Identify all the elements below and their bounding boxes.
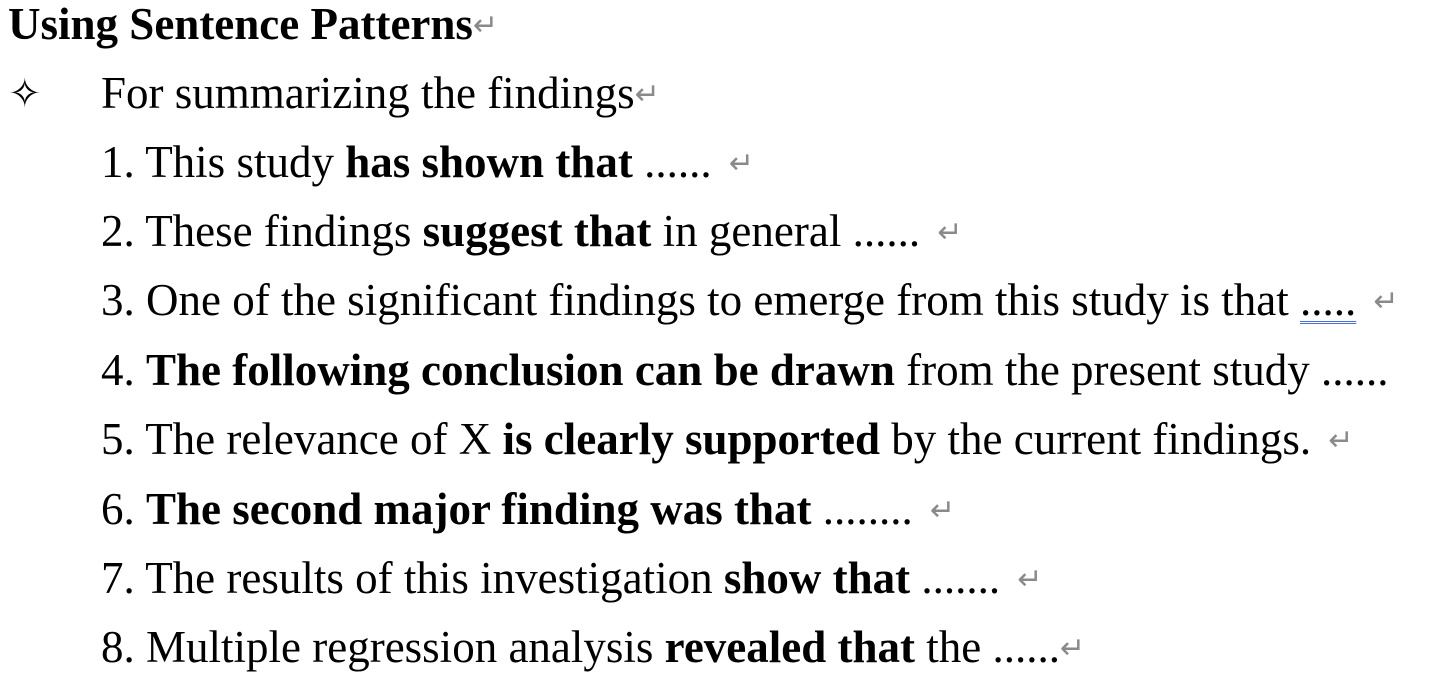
item-text-end: by the current findings. <box>880 414 1312 464</box>
paragraph-mark-icon: ↵ <box>472 8 499 43</box>
item-bold-phrase: show that <box>723 553 911 603</box>
item-number: 6. <box>101 484 135 534</box>
list-item <box>101 621 1085 679</box>
heading-text: Using Sentence Patterns <box>8 0 473 49</box>
item-text-end: in general ...... <box>651 206 921 256</box>
grammar-flagged-text: ..... <box>1299 275 1357 325</box>
list-item <box>101 136 754 194</box>
item-number: 3. <box>101 275 135 325</box>
item-text-end: the ...... <box>915 622 1061 672</box>
item-text: The relevance of X <box>145 414 503 464</box>
item-text: One of the significant findings to emerge from this study is that <box>146 275 1300 325</box>
paragraph-mark-icon: ↵ <box>1373 284 1399 319</box>
list-item <box>101 344 1389 396</box>
paragraph-mark-icon: ↵ <box>1017 562 1043 597</box>
paragraph-mark-icon: ↵ <box>1328 423 1354 458</box>
item-number: 2. <box>101 206 135 256</box>
item-text-end: ........ <box>811 484 913 534</box>
item-text-end: ....... <box>910 553 1001 603</box>
item-bold-phrase: The second major finding was that <box>146 484 812 534</box>
list-item <box>101 274 1399 332</box>
bullet-text: For summarizing the findings <box>101 68 635 118</box>
four-point-star-icon: ✧ <box>8 71 42 117</box>
paragraph-mark-icon: ↵ <box>937 215 963 250</box>
paragraph-mark-icon: ↵ <box>634 77 660 112</box>
item-bold-phrase: The following conclusion can be drawn <box>146 345 895 395</box>
item-bold-phrase: is clearly supported <box>502 414 880 464</box>
item-number: 1. <box>101 137 135 187</box>
item-number: 5. <box>101 414 135 464</box>
bullet-item <box>101 67 660 125</box>
item-bold-phrase: has shown that <box>345 137 633 187</box>
item-number: 8. <box>101 622 135 672</box>
paragraph-mark-icon: ↵ <box>728 146 754 181</box>
section-heading <box>8 0 498 56</box>
paragraph-mark-icon: ↵ <box>1060 631 1086 666</box>
item-number: 4. <box>101 345 135 395</box>
item-text-end: from the present study ...... <box>894 345 1389 395</box>
list-item <box>101 483 955 541</box>
item-text: The results of this investigation <box>145 553 724 603</box>
item-text-end: ...... <box>632 137 712 187</box>
item-number: 7. <box>101 553 135 603</box>
item-bold-phrase: suggest that <box>422 206 652 256</box>
paragraph-mark-icon: ↵ <box>930 493 956 528</box>
list-item <box>101 413 1354 471</box>
item-text: This study <box>145 137 346 187</box>
list-item <box>101 552 1043 610</box>
list-item <box>101 205 962 263</box>
item-bold-phrase: revealed that <box>664 622 916 672</box>
item-text: These findings <box>145 206 423 256</box>
item-text: Multiple regression analysis <box>146 622 665 672</box>
